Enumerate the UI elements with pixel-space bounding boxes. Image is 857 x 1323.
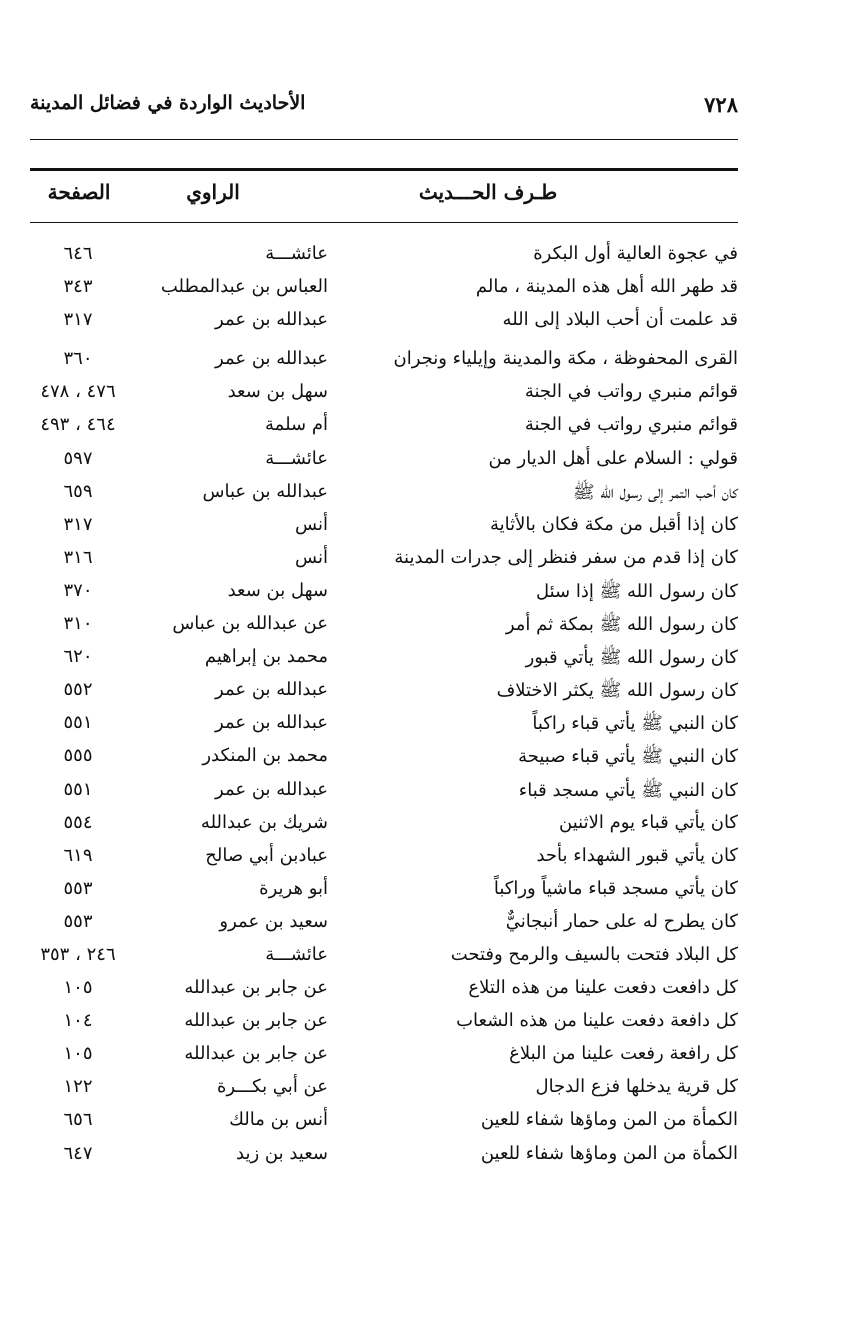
narrator: عائشـــة [265,943,328,965]
hadith-text: في عجوة العالية أول البكرة [533,243,738,264]
page-ref: ٥٥٢ [63,679,93,701]
hadith-text: قد طهر الله أهل هذه المدينة ، مالم [475,276,738,298]
page-ref: ٣١٧ [63,309,93,331]
table-row [30,305,738,338]
column-header-text: طـرف الحـــديث [418,180,558,204]
hadith-text: كان يطرح له على حمار أنبجانيٌّ [505,910,738,932]
hadith-text: كان النبي ﷺ يأتي قباء صبيحة [518,746,738,768]
hadith-text: كل قرية يدخلها فزع الدجال [535,1076,738,1098]
narrator: عائشـــة [265,447,328,469]
page-ref: ٣١٠ [63,613,93,635]
table-row [30,841,738,874]
table-row [30,377,738,410]
table-row [30,510,738,543]
narrator: أم سلمة [265,414,328,436]
table-row [30,344,738,377]
table-row [30,1105,738,1138]
page-ref: ٦٤٧ [63,1142,93,1164]
header-rule [30,139,738,140]
narrator: عبدالله بن عمر [215,778,328,800]
column-header-narrator: الراوي [186,180,240,204]
table-row [30,1006,738,1039]
running-header [30,92,738,124]
table-row [30,675,738,708]
page-ref: ١٠٥ [63,977,93,999]
hadith-text: القرى المحفوظة ، مكة والمدينة وإيلياء ونجران [393,348,738,370]
hadith-text: الكمأة من المن وماؤها شفاء للعين [480,1109,738,1131]
narrator: محمد بن إبراهيم [204,646,328,668]
page-ref: ٥٥٤ [63,811,93,833]
page-ref: ٣١٧ [63,513,93,535]
hadith-text: كان النبي ﷺ يأتي قباء راكباً [532,713,738,735]
narrator: محمد بن المنكدر [202,745,328,767]
table-row [30,609,738,642]
narrator: عبدالله بن عمر [215,712,328,734]
narrator: سهل بن سعد [227,381,328,403]
narrator: عن جابر بن عبدالله [184,1043,328,1065]
page-ref: ١٠٤ [63,1010,93,1032]
column-header-page: الصفحة [47,180,111,204]
page-ref: ٦١٩ [63,844,93,866]
page-ref: ٦٤٦ [63,243,93,264]
narrator: عبادبن أبي صالح [205,844,328,866]
table-row [30,775,738,808]
hadith-text: قولي : السلام على أهل الديار من [488,447,738,469]
hadith-text: كان رسول الله ﷺ إذا سئل [535,580,738,602]
hadith-text: كان رسول الله ﷺ بمكة ثم أمر [505,614,738,636]
narrator: سعيد بن زيد [236,1142,328,1164]
page-ref: ١٠٥ [63,1043,93,1065]
page-ref: ٦٥٦ [63,1109,93,1131]
table-row [30,741,738,774]
table-row [30,239,738,272]
page-ref: ٣١٦ [63,546,93,568]
table-header [30,180,738,216]
narrator: عن جابر بن عبدالله [184,977,328,999]
page-ref: ٥٩٧ [63,447,93,469]
hadith-text: كان يأتي قبور الشهداء بأحد [536,844,738,866]
page-ref: ٣٧٠ [63,579,93,601]
table-row [30,1072,738,1105]
hadith-text: كان إذا قدم من سفر فنظر إلى جدرات المدينة [394,546,738,568]
table-row [30,940,738,973]
narrator: عن جابر بن عبدالله [184,1010,328,1032]
table-row [30,642,738,675]
narrator: العباس بن عبدالمطلب [160,276,328,298]
hadith-text: كان رسول الله ﷺ يكثر الاختلاف [496,680,738,702]
hadith-text: كان يأتي قباء يوم الاثنين [559,811,738,833]
table-row [30,907,738,940]
page-ref: ١٢٢ [63,1076,93,1098]
page-ref: ٥٥١ [63,778,93,800]
page-ref: ٤٧٦ ، ٤٧٨ [40,381,116,403]
hadith-text: قوائم منبري رواتب في الجنة [524,381,738,403]
table-row [30,477,738,510]
hadith-text: الكمأة من المن وماؤها شفاء للعين [480,1142,738,1164]
narrator: أنس [295,513,328,535]
narrator: شريك بن عبدالله [200,811,328,833]
narrator: عن أبي بكـــرة [216,1076,328,1098]
table-row [30,973,738,1006]
narrator: أنس بن مالك [229,1109,328,1131]
hadith-text: كل دافعة دفعت علينا من هذه الشعاب [456,1010,738,1032]
hadith-text: كان رسول الله ﷺ يأتي قبور [525,647,738,669]
table-top-rule [30,168,738,171]
page-ref: ٥٥٥ [63,745,93,767]
narrator: سعيد بن عمرو [219,910,328,932]
page-ref: ٥٥٣ [63,877,93,899]
hadith-text: كل دافعت دفعت علينا من هذه التلاع [468,977,738,999]
hadith-text: كان أحب التمر إلى رسول الله ﷺ [572,481,738,503]
narrator: سهل بن سعد [227,579,328,601]
page-ref: ٦٥٩ [63,480,93,502]
page-ref: ٣٦٠ [63,348,93,370]
table-row [30,708,738,741]
narrator: أبو هريرة [259,877,328,899]
page-number: ٧٢٨ [704,92,738,117]
hadith-text: كان إذا أقبل من مكة فكان بالأثاية [489,513,738,535]
narrator: عبدالله بن عمر [215,309,328,331]
table-row [30,1039,738,1072]
hadith-text: كل البلاد فتحت بالسيف والرمح وفتحت [450,943,738,965]
narrator: عبدالله بن عمر [215,348,328,370]
table-row [30,874,738,907]
table-header-rule [30,222,738,223]
narrator: أنس [295,546,328,568]
page-ref: ٦٢٠ [63,646,93,668]
hadith-text: كان النبي ﷺ يأتي مسجد قباء [518,779,738,801]
hadith-text: قوائم منبري رواتب في الجنة [524,414,738,436]
page-ref: ٤٦٤ ، ٤٩٣ [40,414,116,436]
table-row [30,808,738,841]
table-row [30,444,738,477]
index-table-body [30,239,738,1172]
hadith-text: كل رافعة رفعت علينا من البلاغ [509,1043,738,1065]
running-title: الأحاديث الواردة في فضائل المدينة [30,92,306,114]
page-ref: ٣٤٣ [63,276,93,298]
page-ref: ٢٤٦ ، ٣٥٣ [40,943,116,965]
hadith-text: كان يأتي مسجد قباء ماشياً وراكباً [493,877,738,899]
narrator: عن عبدالله بن عباس [172,613,328,635]
page-ref: ٥٥٣ [63,910,93,932]
page-ref: ٥٥١ [63,712,93,734]
table-row [30,576,738,609]
table-row [30,1139,738,1172]
table-row [30,543,738,576]
table-row [30,272,738,305]
hadith-text: قد علمت أن أحب البلاد إلى الله [502,309,738,331]
table-row [30,410,738,443]
narrator: عبدالله بن عمر [215,679,328,701]
narrator: عبدالله بن عباس [202,480,328,502]
narrator: عائشـــة [265,243,328,264]
